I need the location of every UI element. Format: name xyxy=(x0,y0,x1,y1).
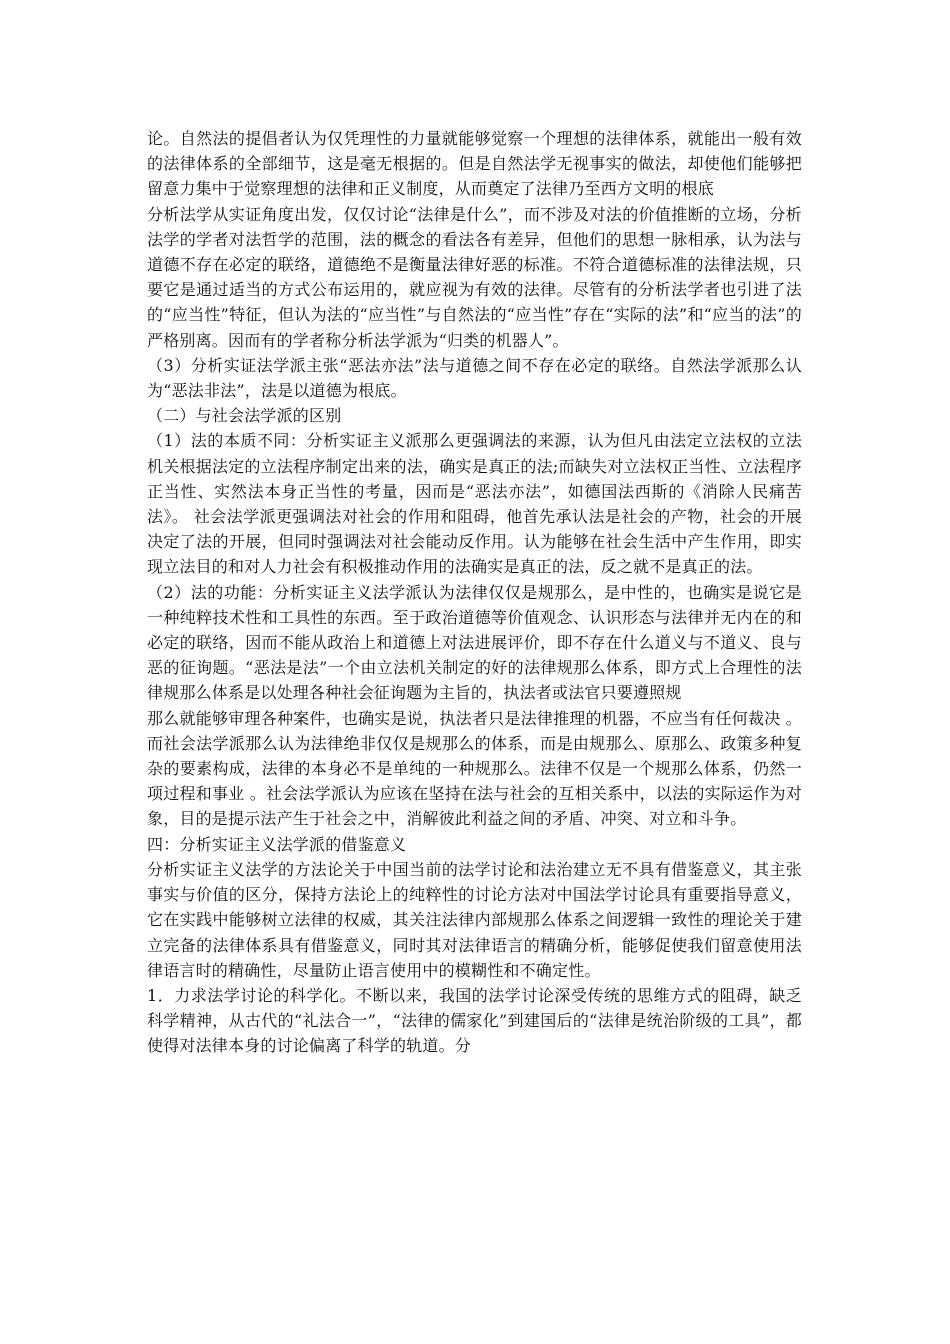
paragraph-natural-law-ending: 论。自然法的提倡者认为仅凭理性的力量就能够觉察一个理想的法律体系，就能出一般有效的法律体系的全部细节，这是毫无根据的。但是自然法学无视事实的做法，却使他们能够把留意力集中于觉察理想的法律和正义制度，从而奠定了法律乃至西方文明的根底 xyxy=(147,129,802,199)
heading-difference-sociological-school: （二）与社会法学派的区别 xyxy=(147,406,342,426)
paragraph-nature-of-law: （1）法的本质不同：分析实证主义派那么更强调法的来源，认为但凡由法定立法权的立法机关根据法定的立法程序制定出来的法，确实是真正的法;而缺失对立法权正当性、立法程序正当性、实然法本身正当性的考量，因而是“恶法亦法”，如德国法西斯的《消除人民痛苦法》。 社会法学派更强调法对社会的作用和阻碍，他首先承认法是社会的产物，社会的开展决定了法的开展，但同时强调法对社会能动反作用。认为能够在社会生活中产生作用，即实现立法目的和对人力社会有积极推动作用的法确实是真正的法，反之就不是真正的法。 xyxy=(147,431,802,577)
paragraph-function-continued: 那么就能够审理各种案件，也确实是说，执法者只是法律推理的机器，不应当有任何裁决 。而社会法学派那么认为法律绝非仅仅是规那么的体系，而是由规那么、原那么、政策多种复杂的要素构成，法律的本身必不是单纯的一种规那么。法律不仅是一个规那么体系，仍然一项过程和事业 。社会法学派认为应该在坚持在法与社会的互相关系中，以法的实际运作为对象，目的是提示法产生于社会之中，消解彼此利益之间的矛盾、冲突、对立和斗争。 xyxy=(147,708,802,829)
heading-reference-significance: 四：分析实证主义法学派的借鉴意义 xyxy=(147,834,407,854)
paragraph-bad-law-is-law: （3）分析实证法学派主张“恶法亦法”法与道德之间不存在必定的联络。自然法学派那么认为“恶法非法”，法是以道德为根底。 xyxy=(147,355,802,401)
paragraph-methodology-significance: 分析实证主义法学的方法论关于中国当前的法学讨论和法治建立无不具有借鉴意义，其主张事实与价值的区分，保持方法论上的纯粹性的讨论方法对中国法学讨论具有重要指导意义，它在实践中能够树立法律的权威，其关注法律内部规那么体系之间逻辑一致性的理论关于建立完备的法律体系具有借鉴意义，同时其对法律语言的精确分析，能够促使我们留意使用法律语言时的精确性，尽量防止语言使用中的模糊性和不确定性。 xyxy=(147,859,802,980)
paragraph-analytical-jurisprudence: 分析法学从实证角度出发，仅仅讨论“法律是什么”，而不涉及对法的价值推断的立场，分析法学的学者对法哲学的范围，法的概念的看法各有差异，但他们的思想一脉相承，认为法与道德不存在必定的联络，道德绝不是衡量法律好恶的标准。不符合道德标准的法律法规，只要它是通过适当的方式公布运用的，就应视为有效的法律。尽管有的分析法学者也引进了法的“应当性”特征，但认为法的“应当性”与自然法的“应当性”存在“实际的法”和“应当的法”的严格别离。因而有的学者称分析法学派为“归类的机器人”。 xyxy=(147,204,802,350)
paragraph-function-of-law: （2）法的功能：分析实证主义法学派认为法律仅仅是规那么，是中性的，也确实是说它是一种纯粹技术性和工具性的东西。至于政治道德等价值观念、认识形态与法律并无内在的和必定的联络，因而不能从政治上和道德上对法进展评价，即不存在什么道义与不道义、良与恶的征询题。“恶法是法”一个由立法机关制定的好的法律规那么体系，即方式上合理性的法律规那么体系是以处理各种社会征询题为主旨的，执法者或法官只要遵照规 xyxy=(147,582,802,703)
paragraph-scientific-research: 1．力求法学讨论的科学化。不断以来，我国的法学讨论深受传统的思维方式的阻碍，缺乏科学精神，从古代的“礼法合一”，“法律的儒家化”到建国后的“法律是统治阶级的工具”，都使得对法律本身的讨论偏离了科学的轨道。分 xyxy=(147,985,802,1056)
document-body xyxy=(147,126,802,1059)
